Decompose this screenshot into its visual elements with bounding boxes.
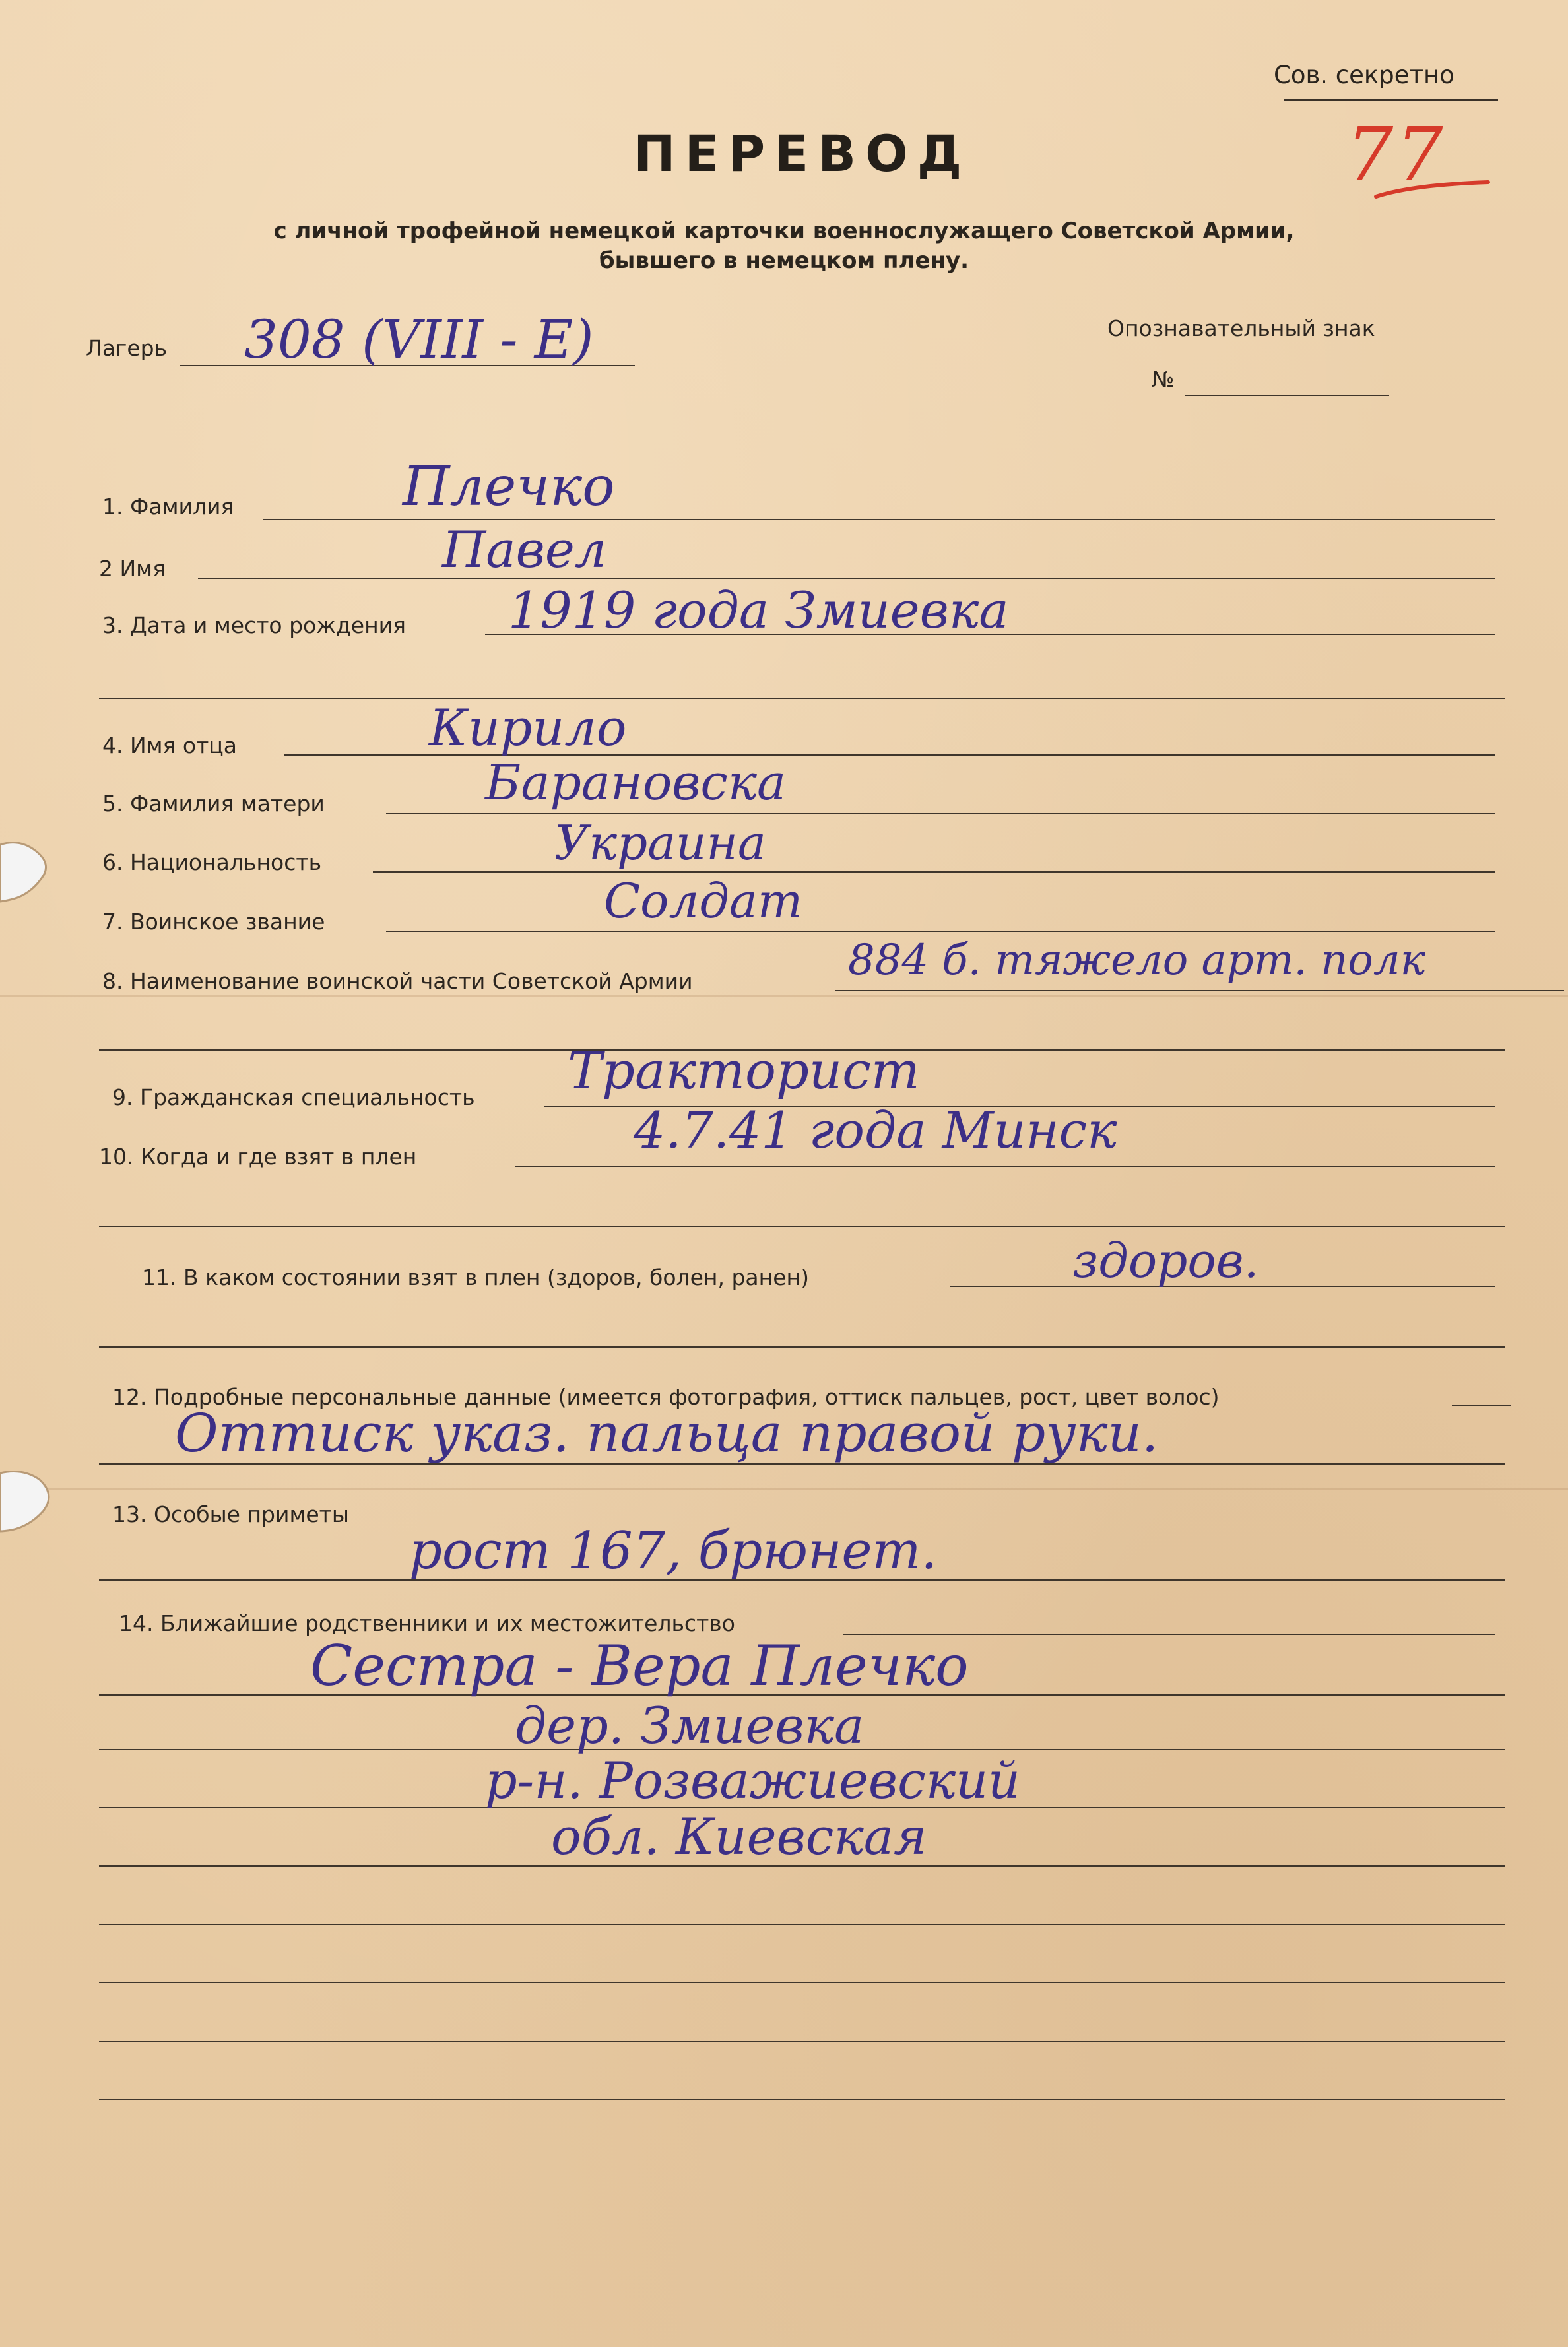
relatives-line-1: Сестра - Вера Плечко <box>310 1634 969 1698</box>
relatives-line-2: дер. Змиевка <box>515 1696 865 1755</box>
field-line-capture <box>515 1166 1495 1167</box>
id-tag-label: Опознавательный знак <box>1107 315 1375 341</box>
blank-line <box>99 698 1505 699</box>
document-title: ПЕРЕВОД <box>634 124 971 183</box>
field-line-nationality <box>373 871 1495 873</box>
fold-crease <box>0 1488 1568 1490</box>
field-label-personal-data: 12. Подробные персональные данные (имеется фотография, оттиск пальцев, рост, цвет волос) <box>112 1384 1220 1410</box>
field-label-nationality: 6. Национальность <box>102 849 322 875</box>
document-subtitle-line2: бывшего в немецком плену. <box>599 248 969 274</box>
field-value-unit: 884 б. тяжело арт. полк <box>848 936 1425 985</box>
blank-line <box>99 1346 1505 1348</box>
blank-line <box>99 2041 1505 2042</box>
classification-underline <box>1284 99 1498 101</box>
field-value-nationality: Украина <box>554 815 766 871</box>
field-value-personal-data: Оттиск указ. пальца правой руки. <box>175 1403 1159 1464</box>
field-label-capture: 10. Когда и где взят в плен <box>99 1144 417 1170</box>
archive-number: 77 <box>1346 112 1446 198</box>
field-line-first-name <box>198 578 1495 579</box>
field-label-rank: 7. Воинское звание <box>102 909 325 935</box>
classification-mark: Сов. секретно <box>1274 61 1454 89</box>
field-line-unit <box>835 990 1564 991</box>
field-value-birth: 1919 года Змиевка <box>508 581 1009 640</box>
blank-line <box>99 1924 1505 1925</box>
field-line-personal-data <box>1452 1405 1511 1406</box>
blank-line <box>99 2099 1505 2100</box>
id-tag-number-line <box>1185 395 1389 396</box>
field-value-profession: Тракторист <box>568 1041 920 1101</box>
field-value-surname: Плечко <box>403 455 615 518</box>
field-line-rank <box>386 931 1495 932</box>
blank-line <box>99 1226 1505 1227</box>
field-label-special-marks: 13. Особые приметы <box>112 1502 349 1527</box>
field-value-mother: Барановска <box>485 754 787 811</box>
camp-value: 308 (VIII - E) <box>244 309 594 370</box>
camp-label: Лагерь <box>86 335 168 361</box>
id-tag-number-label: № <box>1152 366 1175 392</box>
field-value-special-marks: рост 167, брюнет. <box>409 1521 938 1581</box>
field-label-profession: 9. Гражданская специальность <box>112 1084 475 1110</box>
field-line-mother <box>386 813 1495 814</box>
field-value-capture: 4.7.41 года Минск <box>634 1101 1117 1160</box>
field-label-surname: 1. Фамилия <box>102 494 234 519</box>
document-subtitle-line1: с личной трофейной немецкой карточки военнослужащего Советской Армии, <box>273 218 1295 244</box>
field-value-condition: здоров. <box>1072 1233 1259 1288</box>
field-label-birth: 3. Дата и место рождения <box>102 612 406 638</box>
torn-hole-lower <box>0 1465 59 1538</box>
relatives-line-3: р-н. Розважиевский <box>485 1751 1020 1810</box>
archive-number-underline <box>1373 178 1491 205</box>
field-value-first-name: Павел <box>442 520 607 579</box>
blank-line <box>99 1982 1505 1983</box>
field-value-rank: Солдат <box>604 873 803 929</box>
relatives-line-4: обл. Киевская <box>551 1807 927 1866</box>
field-label-unit: 8. Наименование воинской части Советской Армии <box>102 968 693 994</box>
field-label-mother: 5. Фамилия матери <box>102 791 325 816</box>
field-label-relatives: 14. Ближайшие родственники и их местожительство <box>119 1610 735 1636</box>
field-label-first-name: 2 Имя <box>99 556 166 581</box>
torn-hole-upper <box>0 838 59 911</box>
field-label-condition: 11. В каком состоянии взят в плен (здоров, болен, ранен) <box>142 1265 809 1290</box>
field-label-father: 4. Имя отца <box>102 733 237 758</box>
field-value-father: Кирило <box>429 698 627 757</box>
fold-crease <box>0 995 1568 997</box>
